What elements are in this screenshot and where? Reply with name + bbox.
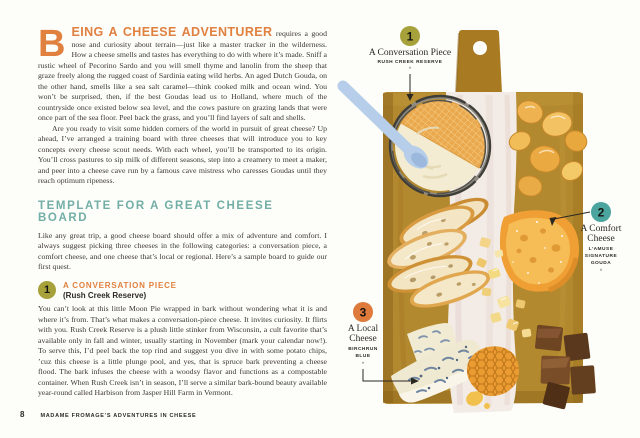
- label3-title: Cheese: [349, 334, 377, 344]
- drop-cap: B: [38, 23, 66, 65]
- page-footer: [20, 410, 196, 419]
- label1-number: 1: [406, 29, 414, 44]
- label2-marker-icon: *: [599, 269, 603, 275]
- label2-subtitle: GOUDA: [590, 261, 612, 266]
- item-titles: [63, 281, 177, 301]
- item-title: A CONVERSATION PIECE: [63, 280, 177, 290]
- callout-conversation-piece: [369, 26, 451, 101]
- label3-title: A Local: [347, 324, 379, 334]
- intro-paragraph: [38, 23, 327, 124]
- label2-title: A Comfort: [580, 224, 622, 234]
- intro-text: requires a good nose and curiosity about terrain—just like a master tracker in the wilderness. How a cheese smells and tastes has everything to do with where it’s made. Sniff a rustic wheel of Pecorino Sardo and you will smell thyme and lanolin from the sheep that graze freely along the rugged coast of Sardinia eating wild herbs. An aged Dutch Gouda, on the other hand, smells like a sea salt caramel—think cooked milk and ocean wind. You won’t be surprised, then, if the best Goudas lead us to Holland, where much of the countryside once existed below sea level, and the cows pasture on grazing lands that were once part of the sea floor. Peel back the grass, and you’ll find layers of salt and shells.: [38, 29, 327, 122]
- running-footer-title: MADAME FROMAGE’S ADVENTURES IN CHEESE: [40, 413, 197, 419]
- label2-subtitle: SIGNATURE: [584, 254, 618, 259]
- label1-marker-icon: *: [408, 67, 412, 73]
- right-page: [333, 0, 640, 438]
- label2-subtitle: L’AMUSE: [588, 247, 614, 252]
- gouda-wedge: [500, 210, 579, 291]
- paragraph: Like any great trip, a good cheese board should offer a mix of adventure and comfort. I always suggest picking three cheeses in the following categories: a conversation piece, a comfort cheese, and one cheese that’s local or regional. Here’s a sample board to guide our first quest.: [38, 230, 327, 271]
- label2-number: 2: [597, 205, 605, 220]
- label3-subtitle: BIRCHRUN: [348, 347, 378, 352]
- section-heading: TEMPLATE FOR A GREAT CHEESE BOARD: [38, 199, 274, 224]
- cheese-board-illustration: [333, 0, 640, 438]
- label1-title: A Conversation Piece: [368, 48, 452, 58]
- board-handle: [456, 30, 502, 93]
- item-subtitle: (Rush Creek Reserve): [63, 291, 147, 300]
- text-column: [38, 23, 327, 399]
- paragraph: Are you ready to visit some hidden corners of the world in pursuit of great cheese? Up ahead, I’ve arranged a training board with three cheeses that will introduce you to key concepts every cheese scout needs. With each wheel, you’ll be transported to its origin. You’ll cross pastures to sip milk of different seasons, step into a creamery to meet a maker, and peer into a cheese cave run by a famous cave mistress who caresses Goudas until they reach optimum ripeness.: [38, 123, 327, 185]
- handle-hole: [473, 41, 487, 55]
- list-item-header: [38, 281, 327, 301]
- label1-subtitle: RUSH CREEK RESERVE: [377, 60, 443, 65]
- label3-marker-icon: *: [361, 362, 365, 368]
- label3-number: 3: [359, 305, 367, 320]
- paragraph: You can’t look at this little Moon Pie wrapped in bark without wondering what it is and where it’s from. That’s what makes a conversation-piece cheese. It invites curiosity. It flirts with you. Rush Creek Reserve is a plush little stinker from Wisconsin, a cult favorite that’s available only in fall and winter, usually starting in November (mark your calendar now!). To serve this, I’d peel back the top rind and suggest you dive in with some potato chips, ’cuz this cheese is a little plunge pool, and yes, that is spruce bark preventing a cheese flood. The bark infuses the cheese with a woodsy flavor and functions as a compostable container. When Rush Creek isn’t in season, I’ll serve a similar bark-bound beauty available year-round called Harbison from Jasper Hill Farm in Vermont.: [38, 304, 327, 397]
- item-number-badge: 1: [38, 281, 56, 299]
- label2-title: Cheese: [587, 234, 615, 244]
- label3-subtitle: BLUE: [355, 354, 371, 359]
- page-number: 8: [20, 410, 25, 419]
- chapter-heading: EING A CHEESE ADVENTURER: [71, 25, 273, 39]
